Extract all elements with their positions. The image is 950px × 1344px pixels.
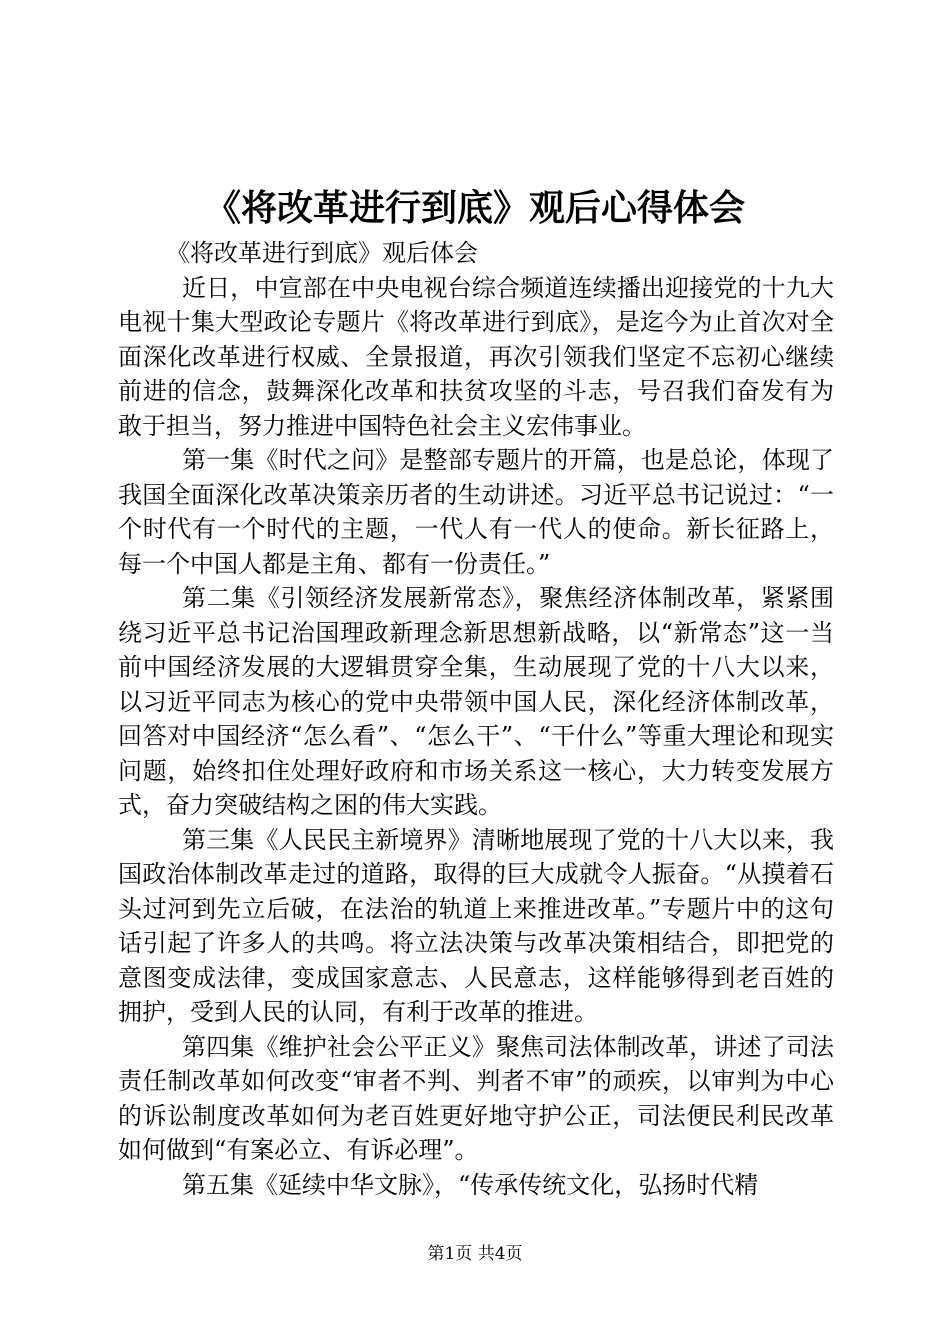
paragraph-episode-4: 第四集《维护社会公平正义》聚焦司法体制改革，讲述了司法责任制改革如何改变“审者不判、判者不审”的顽疾，以审判为中心的诉讼制度改革如何为老百姓更好地守护公正，司法便民利民改革如何做到“有案必立、有诉必理”。 <box>118 1032 834 1164</box>
document-body <box>118 236 834 1202</box>
document-title: 《将改革进行到底》观后心得体会 <box>204 187 745 229</box>
paragraph-episode-2: 第二集《引领经济发展新常态》，聚焦经济体制改革，紧紧围绕习近平总书记治国理政新理念新思想新战略，以“新常态”这一当前中国经济发展的大逻辑贯穿全集，生动展现了党的十八大以来，以习近平同志为核心的党中央带领中国人民，深化经济体制改革，回答对中国经济“怎么看”、“怎么干”、“干什么”等重大理论和现实问题，始终扣住处理好政府和市场关系这一核心，大力转变发展方式，奋力突破结构之困的伟大实践。 <box>118 584 834 819</box>
document-subtitle: 《将改革进行到底》观后体会 <box>166 239 478 267</box>
paragraph-episode-3: 第三集《人民民主新境界》清晰地展现了党的十八大以来，我国政治体制改革走过的道路，取得的巨大成就令人振奋。“从摸着石头过河到先立后破，在法治的轨道上来推进改革。”专题片中的这句话引起了许多人的共鸣。将立法决策与改革决策相结合，即把党的意图变成法律，变成国家意志、人民意志，这样能够得到老百姓的拥护，受到人民的认同，有利于改革的推进。 <box>118 825 834 1026</box>
paragraph-intro: 近日，中宣部在中央电视台综合频道连续播出迎接党的十九大电视十集大型政论专题片《将改革进行到底》，是迄今为止首次对全面深化改革进行权威、全景报道，再次引领我们坚定不忘初心继续前进的信念，鼓舞深化改革和扶贫攻坚的斗志，号召我们奋发有为敢于担当，努力推进中国特色社会主义宏伟事业。 <box>118 273 834 440</box>
paragraph-episode-1: 第一集《时代之问》是整部专题片的开篇，也是总论，体现了我国全面深化改革决策亲历者的生动讲述。习近平总书记说过：“一个时代有一个时代的主题，一代人有一代人的使命。新长征路上，每一个中国人都是主角、都有一份责任。” <box>118 446 834 578</box>
page-number-footer: 第1页 共4页 <box>427 1244 523 1264</box>
paragraph-episode-5: 第五集《延续中华文脉》，“传承传统文化，弘扬时代精 <box>182 1170 759 1199</box>
